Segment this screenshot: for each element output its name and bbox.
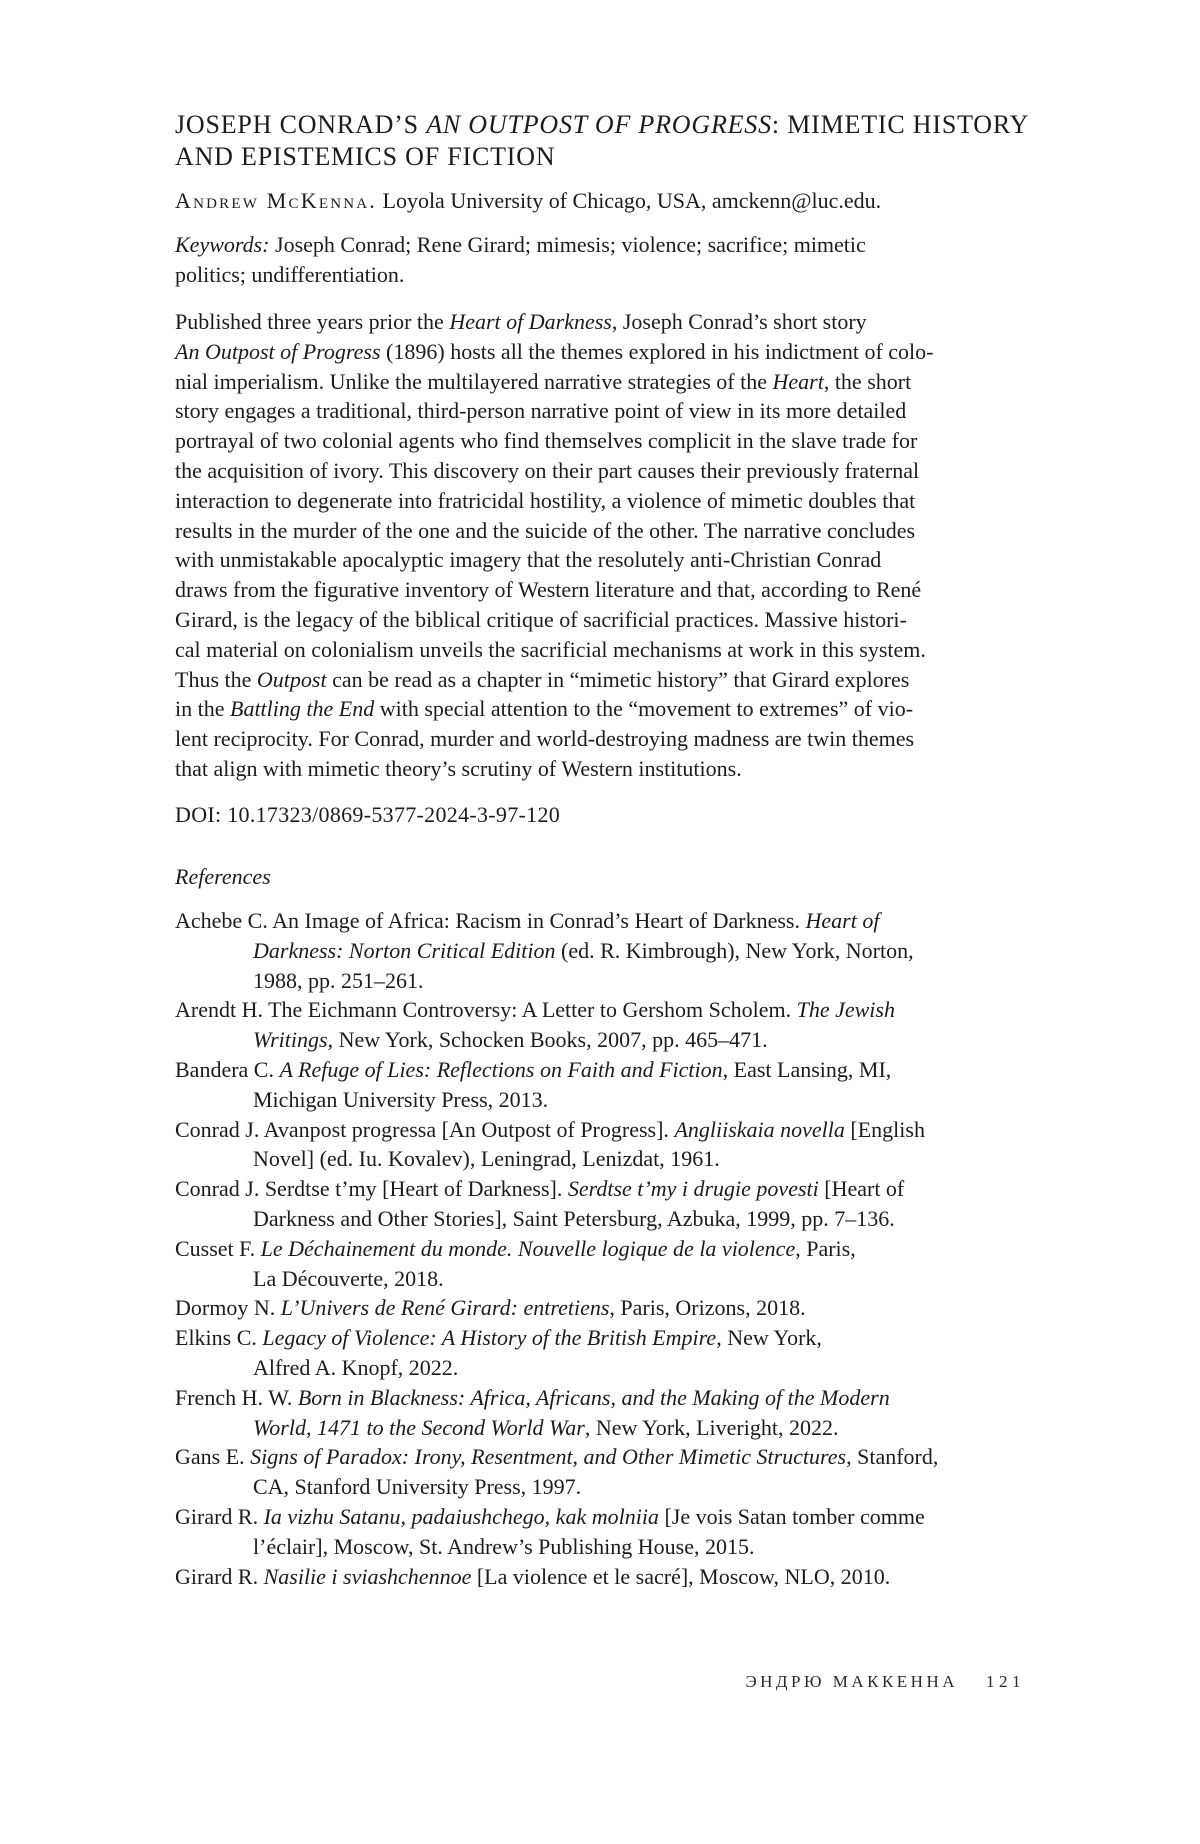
reference-entry (175, 1562, 1031, 1592)
text-run: can be read as a chapter in “mimetic history” that Girard explores (326, 666, 910, 692)
text-run: [Heart of (818, 1176, 905, 1202)
italic-text: Legacy of Violence: A History of the British Empire (262, 1325, 717, 1351)
italic-text: AN OUTPOST OF PROGRESS (426, 110, 772, 139)
title-line (175, 109, 1031, 141)
reference-line (175, 1323, 1031, 1353)
reference-entry (175, 1502, 1031, 1562)
text-run: interaction to degenerate into fratricidal hostility, a violence of mimetic doubles that (175, 487, 916, 513)
reference-entry (175, 1293, 1031, 1323)
text-run: (ed. R. Kimbrough), New York, Norton, (555, 937, 914, 963)
text-run: in the (175, 696, 230, 722)
reference-entry (175, 995, 1031, 1055)
abstract-line (175, 516, 1031, 546)
italic-text: Writings (253, 1027, 328, 1053)
reference-line (175, 1234, 1031, 1264)
text-run: cal material on colonialism unveils the sacrificial mechanisms at work in this system. (175, 636, 926, 662)
reference-entry (175, 906, 1031, 995)
reference-line (175, 1502, 1031, 1532)
abstract-line (175, 724, 1031, 754)
text-run: Conrad J. Avanpost progressa [An Outpost of Progress]. (175, 1116, 675, 1142)
text-run: , Paris, (795, 1235, 856, 1261)
text-run: French H. W. (175, 1384, 298, 1410)
text-run: , Paris, Orizons, 2018. (609, 1295, 806, 1321)
italic-text: Nasilie i sviashchennoe (263, 1563, 472, 1589)
abstract-line (175, 426, 1031, 456)
abstract-line (175, 486, 1031, 516)
page-footer (175, 1671, 1025, 1693)
italic-text: Heart (772, 368, 824, 394)
reference-entry (175, 1323, 1031, 1383)
italic-text: Heart of (805, 908, 880, 933)
reference-line (175, 1442, 1031, 1472)
reference-line (175, 966, 1031, 996)
reference-line (175, 936, 1031, 966)
running-author: ЭНДРЮ МАККЕННА (745, 1672, 958, 1691)
reference-entry (175, 1115, 1031, 1175)
italic-text: Le Déchainement du monde. Nouvelle logique de la violence (260, 1235, 796, 1261)
reference-line (175, 1532, 1031, 1562)
text-run: with unmistakable apocalyptic imagery that the resolutely anti-Christian Conrad (175, 547, 882, 573)
abstract-paragraph (175, 307, 1031, 784)
text-run: , New York, (716, 1325, 822, 1351)
text-run: , the short (823, 368, 912, 394)
italic-text: An Outpost of Progress (175, 338, 381, 364)
abstract-line (175, 396, 1031, 426)
text-run: Novel] (ed. Iu. Kovalev), Leningrad, Lenizdat, 1961. (253, 1146, 720, 1172)
text-run: [Je vois Satan tomber comme (658, 1503, 925, 1529)
text-run: , East Lansing, MI, (722, 1056, 892, 1082)
reference-line (175, 1353, 1031, 1383)
references-heading: References (175, 864, 271, 889)
page-number: 121 (986, 1672, 1025, 1691)
text-run: Dormoy N. (175, 1295, 281, 1321)
abstract-line (175, 307, 1031, 337)
reference-entry (175, 1234, 1031, 1294)
text-run: with special attention to the “movement to extremes” of vio- (374, 696, 914, 722)
reference-line (175, 1264, 1031, 1294)
text-run: (1896) hosts all the themes explored in his indictment of colo- (380, 338, 934, 364)
text-run: Girard R. (175, 1563, 264, 1589)
text-run: La Découverte, 2018. (253, 1265, 444, 1291)
text-run: Girard R. (175, 1503, 264, 1529)
reference-line (175, 995, 1031, 1025)
reference-entry (175, 1055, 1031, 1115)
abstract-line (175, 545, 1031, 575)
text-run: Achebe C. An Image of Africa: Racism in Conrad’s Heart of Darkness. (175, 908, 806, 933)
text-run: CA, Stanford University Press, 1997. (253, 1474, 582, 1500)
text-run: draws from the figurative inventory of Western literature and that, according to René (175, 577, 922, 603)
text-run: Alfred A. Knopf, 2022. (253, 1354, 459, 1380)
italic-text: Signs of Paradox: Irony, Resentment, and Other Mimetic Structures (250, 1444, 847, 1470)
text-run: Cusset F. (175, 1235, 261, 1261)
text-run: Darkness and Other Stories], Saint Petersburg, Azbuka, 1999, pp. 7–136. (253, 1205, 895, 1231)
text-run: AND EPISTEMICS OF FICTION (175, 142, 556, 171)
text-run: , New York, Schocken Books, 2007, pp. 465–471. (327, 1027, 768, 1053)
author-name: Andrew McKenna. (175, 188, 377, 213)
text-run: Thus the (175, 666, 257, 692)
keywords-block (175, 230, 1031, 290)
reference-entry (175, 1442, 1031, 1502)
text-run: the acquisition of ivory. This discovery on their part causes their previously fraternal (175, 457, 920, 483)
author-line (175, 186, 1031, 216)
reference-line (175, 1055, 1031, 1085)
italic-text: Heart of Darkness (449, 309, 612, 334)
reference-line (175, 1413, 1031, 1443)
text-run: Gans E. (175, 1444, 251, 1470)
text-run: 1988, pp. 251–261. (253, 967, 424, 993)
abstract-line (175, 605, 1031, 635)
reference-entry (175, 1174, 1031, 1234)
text-run: nial imperialism. Unlike the multilayered narrative strategies of the (175, 368, 773, 394)
reference-line (175, 1144, 1031, 1174)
italic-text: The Jewish (796, 997, 895, 1023)
italic-text: Darkness: Norton Critical Edition (253, 937, 556, 963)
reference-line (175, 1174, 1031, 1204)
reference-line (175, 906, 1031, 936)
reference-list (175, 906, 1031, 1591)
text-run: politics; undifferentiation. (175, 261, 405, 287)
text-run: Bandera C. (175, 1056, 280, 1082)
text-run: , Stanford, (846, 1444, 939, 1470)
italic-text: Born in Blackness: Africa, Africans, and the Making of the Modern (297, 1384, 890, 1410)
doi-line: DOI: 10.17323/0869-5377-2024-3-97-120 (175, 802, 561, 827)
reference-line (175, 1383, 1031, 1413)
text-run: Conrad J. Serdtse t’my [Heart of Darkness]. (175, 1176, 568, 1202)
text-run: Arendt H. The Eichmann Controversy: A Letter to Gershom Scholem. (175, 997, 797, 1023)
text-run: [English (844, 1116, 925, 1142)
reference-line (175, 1204, 1031, 1234)
abstract-line (175, 456, 1031, 486)
italic-text: Serdtse t’my i drugie povesti (567, 1176, 819, 1202)
text-run: portrayal of two colonial agents who find themselves complicit in the slave trade for (175, 428, 918, 454)
text-run: results in the murder of the one and the suicide of the other. The narrative concludes (175, 517, 916, 543)
abstract-line (175, 754, 1031, 784)
text-run: l’éclair], Moscow, St. Andrew’s Publishing House, 2015. (253, 1533, 755, 1559)
text-run: Elkins C. (175, 1325, 263, 1351)
text-run: Joseph Conrad; Rene Girard; mimesis; violence; sacrifice; mimetic (269, 232, 866, 257)
italic-text: Battling the End (230, 696, 375, 722)
text-run: Michigan University Press, 2013. (253, 1086, 549, 1112)
abstract-line (175, 575, 1031, 605)
abstract-line (175, 694, 1031, 724)
italic-text: Keywords: (175, 232, 270, 257)
text-run: , New York, Liveright, 2022. (584, 1414, 839, 1440)
italic-text: Ia vizhu Satanu, padaiushchego, kak molniia (263, 1503, 659, 1529)
text-run: JOSEPH CONRAD’S (175, 110, 427, 139)
reference-line (175, 1085, 1031, 1115)
keywords-line (175, 260, 1031, 290)
reference-line (175, 1293, 1031, 1323)
text-run: that align with mimetic theory’s scrutiny of Western institutions. (175, 755, 742, 781)
reference-line (175, 1562, 1031, 1592)
reference-line (175, 1025, 1031, 1055)
italic-text: Angliiskaia novella (674, 1116, 845, 1142)
paper-title (175, 109, 1031, 173)
reference-line (175, 1472, 1031, 1502)
text-run: Published three years prior the (175, 309, 450, 334)
abstract-line (175, 635, 1031, 665)
italic-text: A Refuge of Lies: Reflections on Faith and Fiction (279, 1056, 723, 1082)
abstract-line (175, 665, 1031, 695)
abstract-line (175, 337, 1031, 367)
abstract-line (175, 367, 1031, 397)
text-run: story engages a traditional, third-person narrative point of view in its more detailed (175, 398, 907, 424)
italic-text: Outpost (256, 666, 327, 692)
reference-line (175, 1115, 1031, 1145)
title-line (175, 141, 1031, 173)
reference-entry (175, 1383, 1031, 1443)
italic-text: L’Univers de René Girard: entretiens (280, 1295, 610, 1321)
keywords-line (175, 230, 1031, 260)
text-run: [La violence et le sacré], Moscow, NLO, 2010. (471, 1563, 891, 1589)
text-run: , Joseph Conrad’s short story (611, 309, 867, 334)
italic-text: World, 1471 to the Second World War (253, 1414, 585, 1440)
text-run: : MIMETIC HISTORY (771, 110, 1030, 139)
author-affiliation: Loyola University of Chicago, USA, amckenn@luc.edu. (377, 188, 882, 213)
text-run: Girard, is the legacy of the biblical critique of sacrificial practices. Massive histori- (175, 606, 907, 632)
text-run: lent reciprocity. For Conrad, murder and world-destroying madness are twin themes (175, 726, 915, 752)
